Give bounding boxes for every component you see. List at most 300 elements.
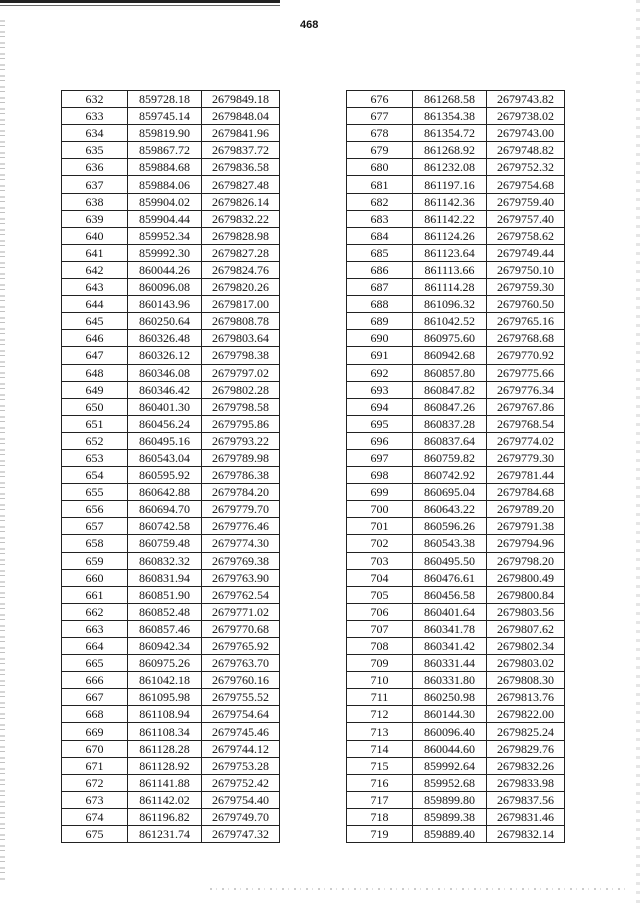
x-coordinate-cell: 860456.24 — [128, 415, 202, 432]
x-coordinate-cell: 860847.26 — [413, 398, 487, 415]
table-row — [347, 467, 565, 484]
point-number-cell: 666 — [62, 672, 128, 689]
table-row — [62, 210, 280, 227]
point-number-cell: 661 — [62, 586, 128, 603]
top-rule-thin — [0, 5, 280, 6]
table-row — [62, 518, 280, 535]
point-number-cell: 636 — [62, 159, 128, 176]
x-coordinate-cell: 861142.36 — [413, 193, 487, 210]
y-coordinate-cell: 2679802.34 — [487, 638, 565, 655]
point-number-cell: 657 — [62, 518, 128, 535]
table-row — [62, 193, 280, 210]
y-coordinate-cell: 2679789.20 — [487, 501, 565, 518]
x-coordinate-cell: 861232.08 — [413, 159, 487, 176]
y-coordinate-cell: 2679797.02 — [202, 364, 280, 381]
y-coordinate-cell: 2679841.96 — [202, 125, 280, 142]
x-coordinate-cell: 860837.64 — [413, 432, 487, 449]
y-coordinate-cell: 2679762.54 — [202, 586, 280, 603]
point-number-cell: 689 — [347, 313, 413, 330]
point-number-cell: 662 — [62, 603, 128, 620]
table-row — [62, 142, 280, 159]
x-coordinate-cell: 859745.14 — [128, 108, 202, 125]
point-number-cell: 701 — [347, 518, 413, 535]
page-number: 468 — [300, 19, 319, 31]
y-coordinate-cell: 2679753.28 — [202, 757, 280, 774]
x-coordinate-cell: 860942.68 — [413, 347, 487, 364]
x-coordinate-cell: 859867.72 — [128, 142, 202, 159]
y-coordinate-cell: 2679763.70 — [202, 655, 280, 672]
table-row — [347, 501, 565, 518]
y-coordinate-cell: 2679803.56 — [487, 603, 565, 620]
table-row — [62, 603, 280, 620]
y-coordinate-cell: 2679763.90 — [202, 569, 280, 586]
table-row — [62, 467, 280, 484]
table-row — [347, 108, 565, 125]
point-number-cell: 660 — [62, 569, 128, 586]
table-row — [62, 398, 280, 415]
y-coordinate-cell: 2679820.26 — [202, 279, 280, 296]
y-coordinate-cell: 2679768.54 — [487, 415, 565, 432]
x-coordinate-cell: 861196.82 — [128, 808, 202, 825]
table-row — [347, 603, 565, 620]
y-coordinate-cell: 2679767.86 — [487, 398, 565, 415]
y-coordinate-cell: 2679776.46 — [202, 518, 280, 535]
y-coordinate-cell: 2679800.84 — [487, 586, 565, 603]
point-number-cell: 678 — [347, 125, 413, 142]
x-coordinate-cell: 860341.42 — [413, 638, 487, 655]
x-coordinate-cell: 859899.38 — [413, 808, 487, 825]
scan-edge-left — [0, 20, 5, 880]
table-row — [62, 552, 280, 569]
x-coordinate-cell: 859952.34 — [128, 227, 202, 244]
point-number-cell: 663 — [62, 620, 128, 637]
y-coordinate-cell: 2679771.02 — [202, 603, 280, 620]
x-coordinate-cell: 861114.28 — [413, 279, 487, 296]
y-coordinate-cell: 2679828.98 — [202, 227, 280, 244]
scan-edge-right — [636, 0, 640, 905]
point-number-cell: 691 — [347, 347, 413, 364]
point-number-cell: 684 — [347, 227, 413, 244]
point-number-cell: 656 — [62, 501, 128, 518]
x-coordinate-cell: 860851.90 — [128, 586, 202, 603]
table-row — [347, 672, 565, 689]
table-row — [62, 535, 280, 552]
table-row — [347, 655, 565, 672]
table-row — [62, 296, 280, 313]
point-number-cell: 681 — [347, 176, 413, 193]
point-number-cell: 715 — [347, 757, 413, 774]
point-number-cell: 696 — [347, 432, 413, 449]
point-number-cell: 633 — [62, 108, 128, 125]
table-row — [347, 381, 565, 398]
point-number-cell: 692 — [347, 364, 413, 381]
y-coordinate-cell: 2679749.70 — [202, 808, 280, 825]
x-coordinate-cell: 860596.26 — [413, 518, 487, 535]
x-coordinate-cell: 860250.64 — [128, 313, 202, 330]
point-number-cell: 685 — [347, 244, 413, 261]
point-number-cell: 709 — [347, 655, 413, 672]
point-number-cell: 675 — [62, 826, 128, 843]
y-coordinate-cell: 2679779.30 — [487, 449, 565, 466]
table-row — [347, 518, 565, 535]
point-number-cell: 682 — [347, 193, 413, 210]
table-row — [62, 791, 280, 808]
x-coordinate-cell: 859904.02 — [128, 193, 202, 210]
y-coordinate-cell: 2679795.86 — [202, 415, 280, 432]
table-row — [62, 672, 280, 689]
y-coordinate-cell: 2679827.48 — [202, 176, 280, 193]
y-coordinate-cell: 2679754.64 — [202, 706, 280, 723]
table-row — [62, 176, 280, 193]
x-coordinate-cell: 859992.30 — [128, 244, 202, 261]
point-number-cell: 652 — [62, 432, 128, 449]
table-row — [347, 723, 565, 740]
table-row — [347, 261, 565, 278]
table-row — [347, 91, 565, 108]
table-row — [62, 723, 280, 740]
table-row — [347, 176, 565, 193]
table-row — [62, 586, 280, 603]
table-row — [347, 774, 565, 791]
y-coordinate-cell: 2679759.40 — [487, 193, 565, 210]
point-number-cell: 638 — [62, 193, 128, 210]
y-coordinate-cell: 2679837.56 — [487, 791, 565, 808]
y-coordinate-cell: 2679822.00 — [487, 706, 565, 723]
point-number-cell: 710 — [347, 672, 413, 689]
x-coordinate-cell: 861095.98 — [128, 689, 202, 706]
x-coordinate-cell: 861231.74 — [128, 826, 202, 843]
table-row — [62, 227, 280, 244]
y-coordinate-cell: 2679769.38 — [202, 552, 280, 569]
table-row — [62, 159, 280, 176]
table-row — [62, 432, 280, 449]
table-row — [347, 740, 565, 757]
point-number-cell: 697 — [347, 449, 413, 466]
table-row — [62, 706, 280, 723]
y-coordinate-cell: 2679759.30 — [487, 279, 565, 296]
y-coordinate-cell: 2679808.78 — [202, 313, 280, 330]
table-row — [347, 449, 565, 466]
point-number-cell: 637 — [62, 176, 128, 193]
y-coordinate-cell: 2679825.24 — [487, 723, 565, 740]
x-coordinate-cell: 860595.92 — [128, 467, 202, 484]
table-row — [62, 808, 280, 825]
x-coordinate-cell: 860044.26 — [128, 261, 202, 278]
x-coordinate-cell: 860759.48 — [128, 535, 202, 552]
x-coordinate-cell: 860476.61 — [413, 569, 487, 586]
table-row — [62, 415, 280, 432]
x-coordinate-cell: 860852.48 — [128, 603, 202, 620]
point-number-cell: 693 — [347, 381, 413, 398]
x-coordinate-cell: 861142.22 — [413, 210, 487, 227]
table-row — [347, 244, 565, 261]
point-number-cell: 649 — [62, 381, 128, 398]
point-number-cell: 639 — [62, 210, 128, 227]
point-number-cell: 717 — [347, 791, 413, 808]
point-number-cell: 635 — [62, 142, 128, 159]
point-number-cell: 677 — [347, 108, 413, 125]
table-row — [62, 364, 280, 381]
table-row — [62, 638, 280, 655]
point-number-cell: 700 — [347, 501, 413, 518]
y-coordinate-cell: 2679832.26 — [487, 757, 565, 774]
x-coordinate-cell: 860143.96 — [128, 296, 202, 313]
x-coordinate-cell: 860832.32 — [128, 552, 202, 569]
x-coordinate-cell: 860096.40 — [413, 723, 487, 740]
y-coordinate-cell: 2679831.46 — [487, 808, 565, 825]
x-coordinate-cell: 860044.60 — [413, 740, 487, 757]
x-coordinate-cell: 861354.38 — [413, 108, 487, 125]
table-row — [62, 261, 280, 278]
point-number-cell: 674 — [62, 808, 128, 825]
point-number-cell: 670 — [62, 740, 128, 757]
point-number-cell: 634 — [62, 125, 128, 142]
x-coordinate-cell: 860331.44 — [413, 655, 487, 672]
point-number-cell: 683 — [347, 210, 413, 227]
y-coordinate-cell: 2679786.38 — [202, 467, 280, 484]
table-row — [347, 826, 565, 843]
y-coordinate-cell: 2679765.16 — [487, 313, 565, 330]
x-coordinate-cell: 859904.44 — [128, 210, 202, 227]
point-number-cell: 650 — [62, 398, 128, 415]
coordinate-table-right — [346, 90, 565, 843]
y-coordinate-cell: 2679833.98 — [487, 774, 565, 791]
y-coordinate-cell: 2679776.34 — [487, 381, 565, 398]
x-coordinate-cell: 860837.28 — [413, 415, 487, 432]
table-row — [347, 757, 565, 774]
y-coordinate-cell: 2679770.68 — [202, 620, 280, 637]
y-coordinate-cell: 2679802.28 — [202, 381, 280, 398]
y-coordinate-cell: 2679798.38 — [202, 347, 280, 364]
point-number-cell: 654 — [62, 467, 128, 484]
x-coordinate-cell: 860346.42 — [128, 381, 202, 398]
y-coordinate-cell: 2679832.22 — [202, 210, 280, 227]
y-coordinate-cell: 2679807.62 — [487, 620, 565, 637]
y-coordinate-cell: 2679837.72 — [202, 142, 280, 159]
table-row — [347, 586, 565, 603]
point-number-cell: 707 — [347, 620, 413, 637]
y-coordinate-cell: 2679832.14 — [487, 826, 565, 843]
table-row — [347, 552, 565, 569]
point-number-cell: 664 — [62, 638, 128, 655]
y-coordinate-cell: 2679793.22 — [202, 432, 280, 449]
point-number-cell: 669 — [62, 723, 128, 740]
table-row — [347, 706, 565, 723]
point-number-cell: 699 — [347, 484, 413, 501]
point-number-cell: 647 — [62, 347, 128, 364]
table-row — [347, 535, 565, 552]
x-coordinate-cell: 860831.94 — [128, 569, 202, 586]
table-row — [62, 449, 280, 466]
table-row — [62, 381, 280, 398]
x-coordinate-cell: 860495.16 — [128, 432, 202, 449]
point-number-cell: 644 — [62, 296, 128, 313]
y-coordinate-cell: 2679757.40 — [487, 210, 565, 227]
x-coordinate-cell: 860742.92 — [413, 467, 487, 484]
y-coordinate-cell: 2679758.62 — [487, 227, 565, 244]
x-coordinate-cell: 861268.58 — [413, 91, 487, 108]
x-coordinate-cell: 860096.08 — [128, 279, 202, 296]
table-row — [347, 808, 565, 825]
y-coordinate-cell: 2679774.30 — [202, 535, 280, 552]
coordinate-table-left — [61, 90, 280, 843]
table-row — [347, 159, 565, 176]
table-row — [347, 227, 565, 244]
x-coordinate-cell: 861141.88 — [128, 774, 202, 791]
y-coordinate-cell: 2679768.68 — [487, 330, 565, 347]
point-number-cell: 718 — [347, 808, 413, 825]
table-row — [62, 108, 280, 125]
x-coordinate-cell: 859899.80 — [413, 791, 487, 808]
x-coordinate-cell: 861268.92 — [413, 142, 487, 159]
table-row — [62, 569, 280, 586]
table-row — [347, 125, 565, 142]
scan-noise-bottom — [210, 888, 630, 890]
top-rule — [0, 0, 280, 3]
point-number-cell: 659 — [62, 552, 128, 569]
y-coordinate-cell: 2679747.32 — [202, 826, 280, 843]
x-coordinate-cell: 860250.98 — [413, 689, 487, 706]
x-coordinate-cell: 860975.60 — [413, 330, 487, 347]
y-coordinate-cell: 2679744.12 — [202, 740, 280, 757]
x-coordinate-cell: 861197.16 — [413, 176, 487, 193]
point-number-cell: 695 — [347, 415, 413, 432]
y-coordinate-cell: 2679754.68 — [487, 176, 565, 193]
x-coordinate-cell: 860759.82 — [413, 449, 487, 466]
y-coordinate-cell: 2679813.76 — [487, 689, 565, 706]
table-row — [62, 125, 280, 142]
point-number-cell: 708 — [347, 638, 413, 655]
point-number-cell: 687 — [347, 279, 413, 296]
point-number-cell: 653 — [62, 449, 128, 466]
y-coordinate-cell: 2679848.04 — [202, 108, 280, 125]
table-row — [347, 142, 565, 159]
point-number-cell: 716 — [347, 774, 413, 791]
point-number-cell: 719 — [347, 826, 413, 843]
y-coordinate-cell: 2679779.70 — [202, 501, 280, 518]
x-coordinate-cell: 859889.40 — [413, 826, 487, 843]
y-coordinate-cell: 2679784.68 — [487, 484, 565, 501]
table-row — [62, 620, 280, 637]
table-row — [62, 244, 280, 261]
x-coordinate-cell: 860857.80 — [413, 364, 487, 381]
x-coordinate-cell: 860401.64 — [413, 603, 487, 620]
table-row — [347, 279, 565, 296]
y-coordinate-cell: 2679829.76 — [487, 740, 565, 757]
x-coordinate-cell: 861142.02 — [128, 791, 202, 808]
x-coordinate-cell: 860695.04 — [413, 484, 487, 501]
point-number-cell: 706 — [347, 603, 413, 620]
point-number-cell: 642 — [62, 261, 128, 278]
x-coordinate-cell: 860331.80 — [413, 672, 487, 689]
point-number-cell: 680 — [347, 159, 413, 176]
table-row — [347, 432, 565, 449]
x-coordinate-cell: 860642.88 — [128, 484, 202, 501]
point-number-cell: 688 — [347, 296, 413, 313]
x-coordinate-cell: 861354.72 — [413, 125, 487, 142]
table-row — [62, 347, 280, 364]
table-row — [347, 398, 565, 415]
table-row — [347, 415, 565, 432]
table-row — [62, 757, 280, 774]
x-coordinate-cell: 860742.58 — [128, 518, 202, 535]
table-row — [347, 638, 565, 655]
y-coordinate-cell: 2679791.38 — [487, 518, 565, 535]
table-row — [347, 689, 565, 706]
table-row — [347, 364, 565, 381]
point-number-cell: 655 — [62, 484, 128, 501]
y-coordinate-cell: 2679800.49 — [487, 569, 565, 586]
y-coordinate-cell: 2679781.44 — [487, 467, 565, 484]
table-row — [62, 826, 280, 843]
y-coordinate-cell: 2679752.42 — [202, 774, 280, 791]
point-number-cell: 679 — [347, 142, 413, 159]
table-row — [347, 330, 565, 347]
y-coordinate-cell: 2679798.58 — [202, 398, 280, 415]
y-coordinate-cell: 2679794.96 — [487, 535, 565, 552]
point-number-cell: 690 — [347, 330, 413, 347]
x-coordinate-cell: 861042.52 — [413, 313, 487, 330]
y-coordinate-cell: 2679749.44 — [487, 244, 565, 261]
point-number-cell: 711 — [347, 689, 413, 706]
table-row — [62, 279, 280, 296]
x-coordinate-cell: 860643.22 — [413, 501, 487, 518]
y-coordinate-cell: 2679803.02 — [487, 655, 565, 672]
point-number-cell: 640 — [62, 227, 128, 244]
y-coordinate-cell: 2679770.92 — [487, 347, 565, 364]
y-coordinate-cell: 2679817.00 — [202, 296, 280, 313]
x-coordinate-cell: 860694.70 — [128, 501, 202, 518]
x-coordinate-cell: 860326.12 — [128, 347, 202, 364]
y-coordinate-cell: 2679765.92 — [202, 638, 280, 655]
x-coordinate-cell: 860346.08 — [128, 364, 202, 381]
x-coordinate-cell: 860456.58 — [413, 586, 487, 603]
point-number-cell: 651 — [62, 415, 128, 432]
y-coordinate-cell: 2679752.32 — [487, 159, 565, 176]
point-number-cell: 704 — [347, 569, 413, 586]
point-number-cell: 658 — [62, 535, 128, 552]
table-row — [347, 347, 565, 364]
table-row — [347, 791, 565, 808]
y-coordinate-cell: 2679755.52 — [202, 689, 280, 706]
y-coordinate-cell: 2679774.02 — [487, 432, 565, 449]
y-coordinate-cell: 2679784.20 — [202, 484, 280, 501]
point-number-cell: 643 — [62, 279, 128, 296]
x-coordinate-cell: 859884.06 — [128, 176, 202, 193]
y-coordinate-cell: 2679748.82 — [487, 142, 565, 159]
x-coordinate-cell: 859992.64 — [413, 757, 487, 774]
x-coordinate-cell: 861128.92 — [128, 757, 202, 774]
y-coordinate-cell: 2679738.02 — [487, 108, 565, 125]
point-number-cell: 667 — [62, 689, 128, 706]
table-row — [62, 91, 280, 108]
table-row — [347, 296, 565, 313]
table-row — [62, 655, 280, 672]
point-number-cell: 698 — [347, 467, 413, 484]
table-row — [347, 313, 565, 330]
table-row — [347, 193, 565, 210]
table-row — [62, 313, 280, 330]
y-coordinate-cell: 2679789.98 — [202, 449, 280, 466]
point-number-cell: 645 — [62, 313, 128, 330]
point-number-cell: 668 — [62, 706, 128, 723]
y-coordinate-cell: 2679836.58 — [202, 159, 280, 176]
y-coordinate-cell: 2679760.50 — [487, 296, 565, 313]
point-number-cell: 686 — [347, 261, 413, 278]
table-row — [62, 501, 280, 518]
y-coordinate-cell: 2679849.18 — [202, 91, 280, 108]
table-row — [62, 689, 280, 706]
